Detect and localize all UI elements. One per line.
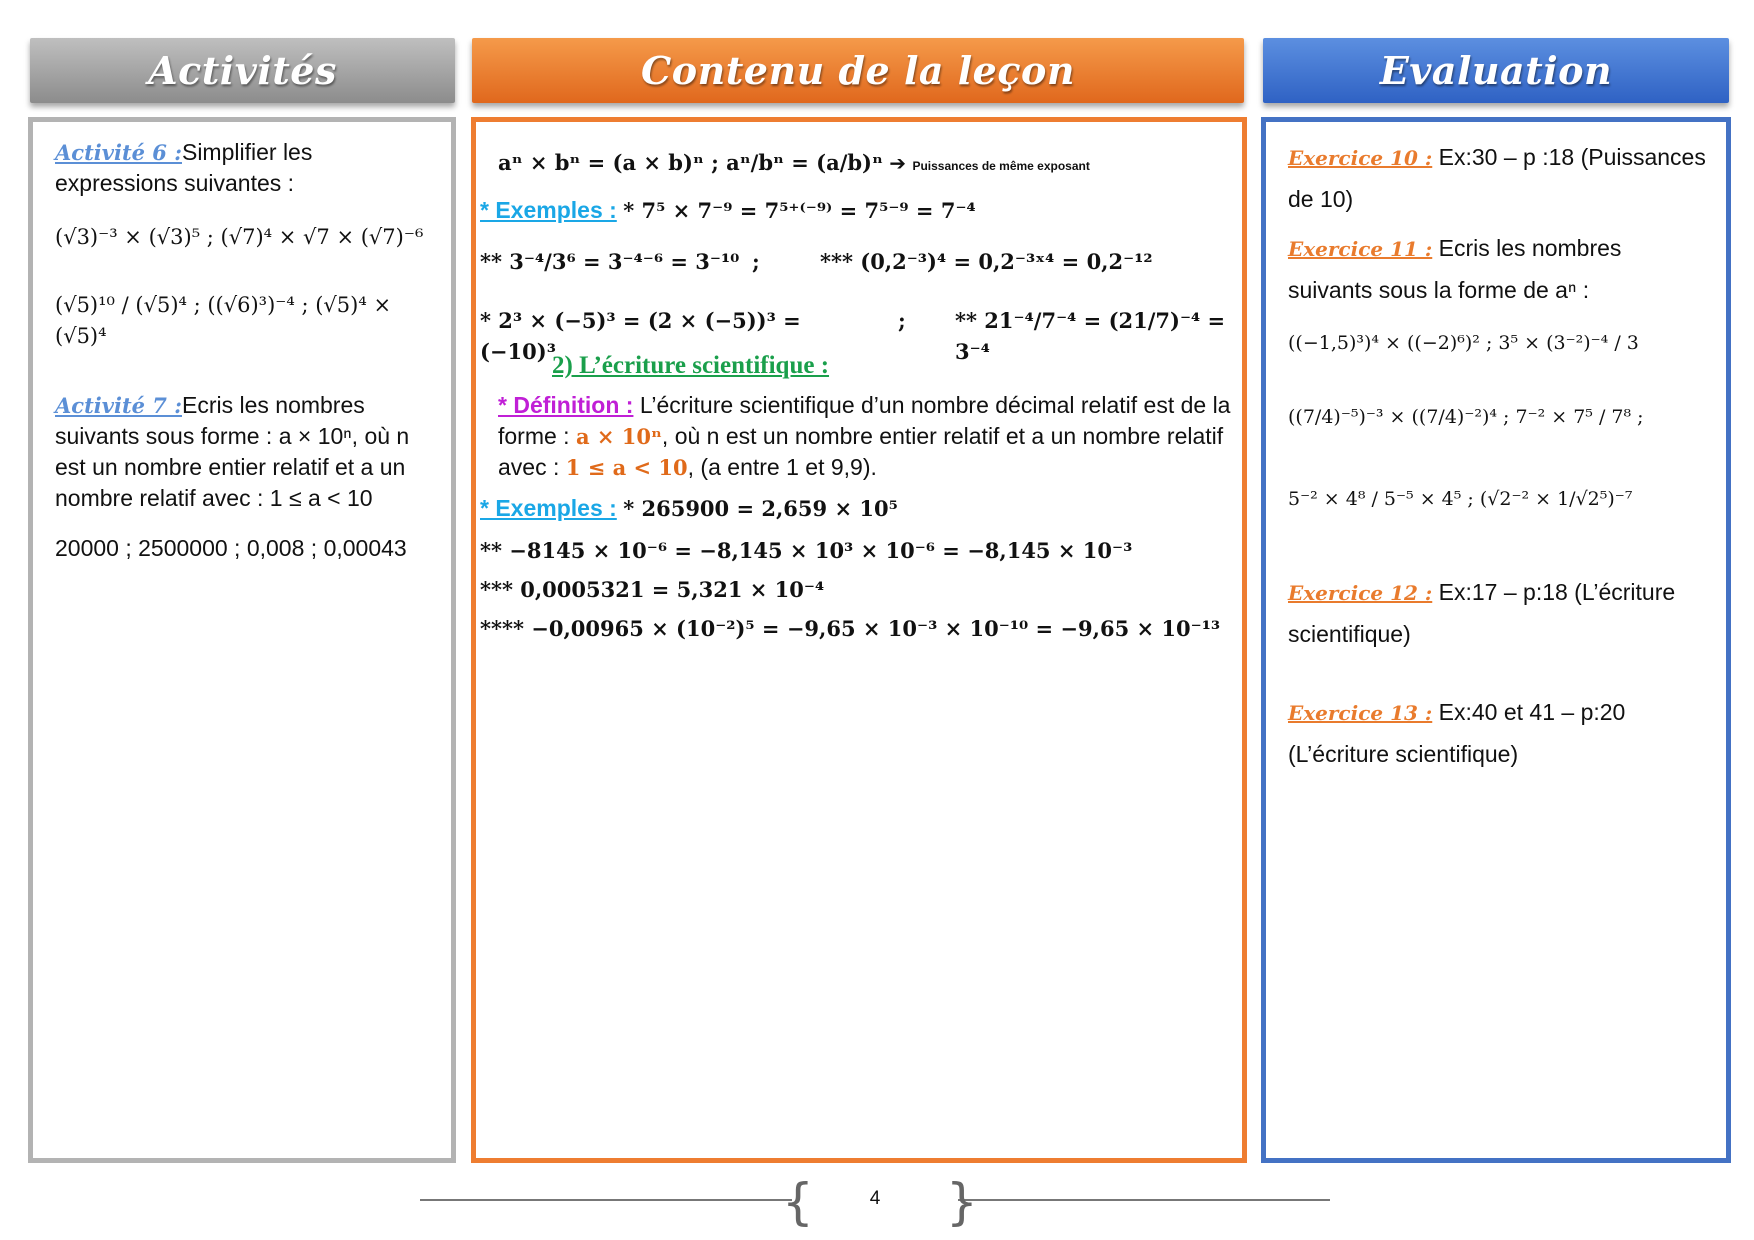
page-number: 4 — [869, 1188, 881, 1209]
definition-form: a × 10ⁿ — [575, 424, 662, 449]
footer-line-left — [420, 1199, 792, 1201]
definition-text-2: , où n est un nombre entier relatif et a un nombre relatif avec : — [498, 423, 1224, 480]
exercice-12-text: Ex:17 – p:18 (L’écriture scientifique) — [1288, 579, 1676, 647]
exercice-10-text: Ex:30 – p :18 (Puissances de 10) — [1288, 144, 1706, 212]
separator-2: ; — [898, 308, 906, 333]
activite-6-expr1: (√3)⁻³ × (√3)⁵ ; (√7)⁴ × √7 × (√7)⁻⁶ — [55, 225, 424, 249]
header-contenu: Contenu de la leçon — [472, 38, 1244, 103]
definition-condition: 1 ≤ a < 10 — [565, 455, 688, 480]
activite-7 — [55, 390, 440, 514]
definition-text-3: , (a entre 1 et 9,9). — [687, 454, 877, 480]
definition-label: * Définition : — [498, 392, 634, 418]
exercice-13-text: Ex:40 et 41 – p:20 (L’écriture scientifique) — [1288, 699, 1626, 767]
sci-example-4: **** −0,00965 × (10⁻²)⁵ = −9,65 × 10⁻³ × 10⁻¹⁰ = −9,65 × 10⁻¹³ — [480, 616, 1221, 641]
example-2b: *** (0,2⁻³)⁴ = 0,2⁻³ˣ⁴ = 0,2⁻¹² — [820, 249, 1153, 274]
rule-formula: aⁿ × bⁿ = (a × b)ⁿ ; aⁿ/bⁿ = (a/b)ⁿ — [498, 150, 883, 175]
sci-examples — [480, 493, 1240, 524]
sci-example-2: ** −8145 × 10⁻⁶ = −8,145 × 10³ × 10⁻⁶ = −8,145 × 10⁻³ — [480, 538, 1133, 563]
activite-7-label: Activité 7 : — [55, 393, 182, 418]
sci-examples-label: * Exemples : — [480, 495, 617, 521]
exercice-10 — [1288, 137, 1708, 220]
example-2a: ** 3⁻⁴/3⁶ = 3⁻⁴⁻⁶ = 3⁻¹⁰ — [480, 249, 740, 274]
exercice-11 — [1288, 228, 1708, 311]
rule-note: Puissances de même exposant — [912, 159, 1090, 173]
exercice-11-label: Exercice 11 : — [1288, 237, 1433, 261]
activite-7-numbers: 20000 ; 2500000 ; 0,008 ; 0,00043 — [55, 535, 407, 561]
activite-6-label: Activité 6 : — [55, 140, 182, 165]
exercice-12 — [1288, 572, 1708, 655]
exercice-13-label: Exercice 13 : — [1288, 701, 1433, 725]
sci-example-3: *** 0,0005321 = 5,321 × 10⁻⁴ — [480, 577, 825, 602]
definition — [498, 390, 1233, 483]
activite-6 — [55, 137, 440, 199]
rule-line — [498, 147, 1238, 182]
examples-label: * Exemples : — [480, 197, 617, 223]
exercice-11-expr3: 5⁻² × 4⁸ / 5⁻⁵ × 4⁵ ; (√2⁻² × 1/√2⁵)⁻⁷ — [1288, 488, 1633, 510]
definition-text-1: L’écriture scientifique d’un nombre décimal relatif est de la forme : — [498, 392, 1231, 449]
exercice-13 — [1288, 692, 1708, 775]
activite-6-expr2: (√5)¹⁰ / (√5)⁴ ; ((√6)³)⁻⁴ ; (√5)⁴ × (√5)⁴ — [55, 293, 392, 348]
activite-7-text: Ecris les nombres suivants sous forme : a × 10ⁿ, où n est un nombre entier relatif et a un nombre relatif avec : 1 ≤ a < 10 — [55, 392, 410, 511]
exercice-11-text: Ecris les nombres suivants sous la forme de aⁿ : — [1288, 235, 1622, 303]
example-3b: ** 21⁻⁴/7⁻⁴ = (21/7)⁻⁴ = 3⁻⁴ — [955, 308, 1226, 364]
examples-1 — [480, 195, 1240, 226]
example-1: * 7⁵ × 7⁻⁹ = 7⁵⁺⁽⁻⁹⁾ = 7⁵⁻⁹ = 7⁻⁴ — [623, 198, 976, 223]
activite-6-text: Simplifier les expressions suivantes : — [55, 139, 313, 196]
exercice-11-expr1: ((−1,5)³)⁴ × ((−2)⁶)² ; 3⁵ × (3⁻²)⁻⁴ / 3 — [1288, 332, 1639, 354]
exercice-11-expr2: ((7/4)⁻⁵)⁻³ × ((7/4)⁻²)⁴ ; 7⁻² × 7⁵ / 7⁸ ; — [1288, 406, 1644, 428]
separator-1: ; — [752, 249, 760, 274]
example-3a: * 2³ × (−5)³ = (2 × (−5))³ = (−10)³ — [480, 308, 801, 364]
footer-brace-left-icon: { — [782, 1173, 814, 1231]
exercice-10-label: Exercice 10 : — [1288, 146, 1433, 170]
header-activites: Activités — [30, 38, 455, 103]
exercice-12-label: Exercice 12 : — [1288, 581, 1433, 605]
footer-line-right — [958, 1199, 1330, 1201]
footer-brace-right-icon: } — [946, 1173, 978, 1231]
section-title: 2) L’écriture scientifique : — [552, 352, 830, 379]
sci-example-1: * 265900 = 2,659 × 10⁵ — [623, 496, 898, 521]
header-evaluation: Evaluation — [1263, 38, 1729, 103]
activites-panel — [28, 117, 456, 1163]
arrow-right-icon: ➔ — [889, 153, 907, 175]
